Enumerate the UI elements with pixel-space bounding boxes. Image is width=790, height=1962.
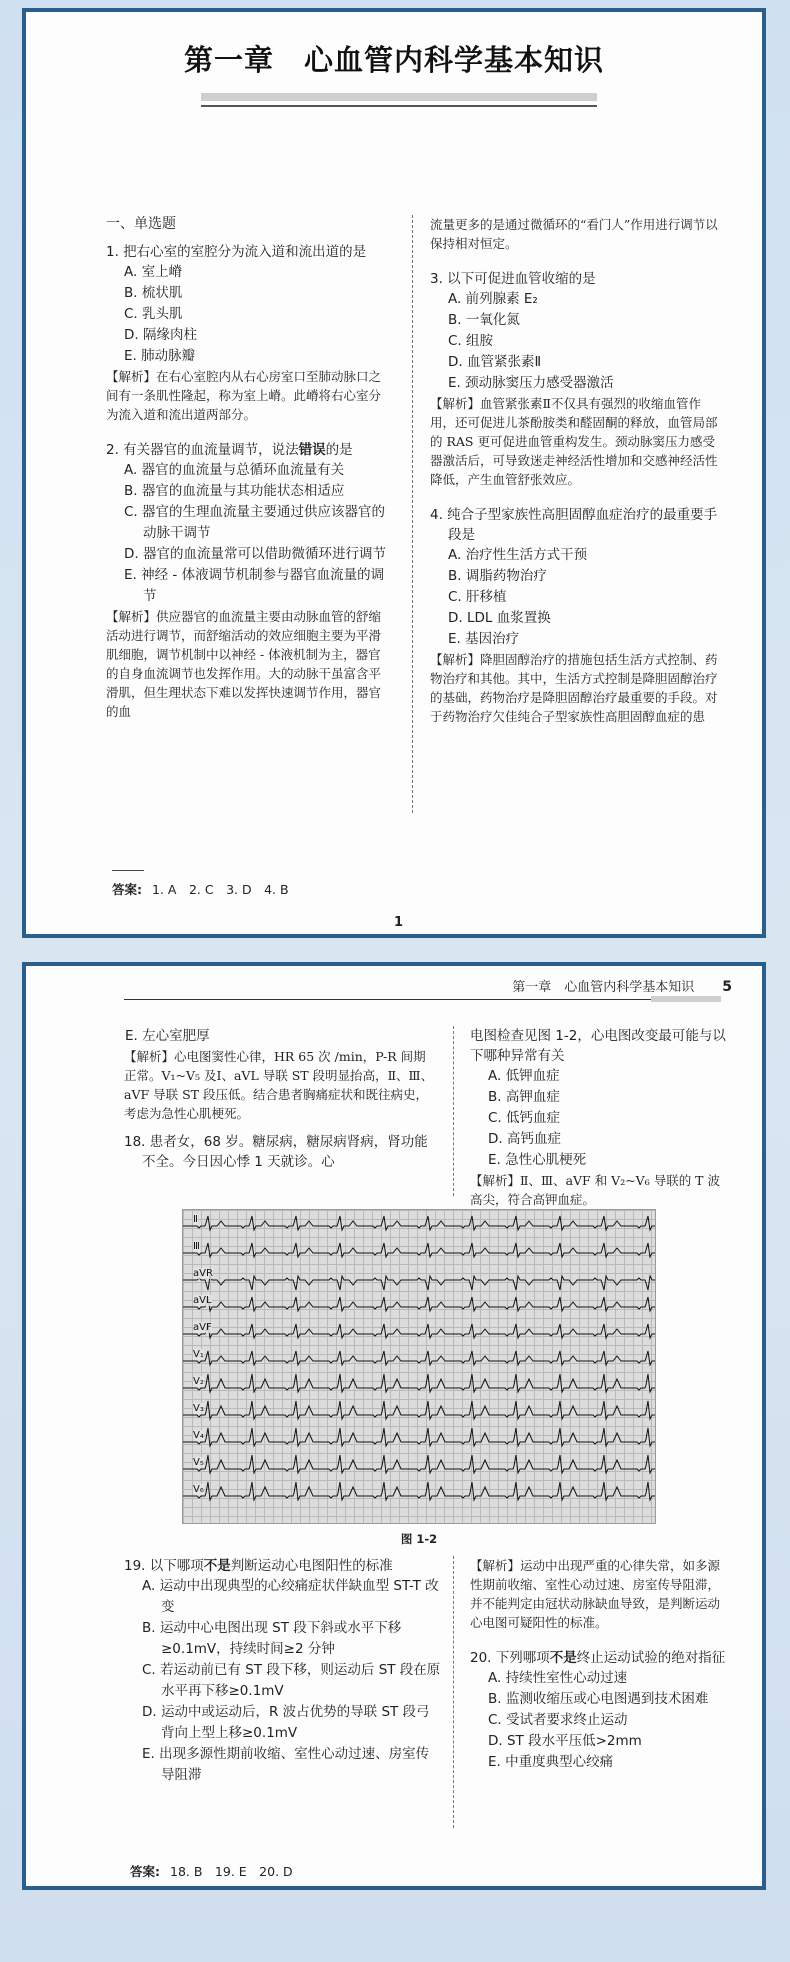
q3-option-e: E. 颈动脉窦压力感受器激活 — [448, 375, 614, 391]
q19-option-d: D. 运动中或运动后，R 波占优势的导联 ST 段弓背向上型上移≥0.1mV — [142, 1704, 430, 1741]
ecg-trace — [183, 1482, 655, 1500]
ecg-figure — [182, 1209, 656, 1524]
bottom-left-column — [124, 1556, 442, 1786]
ecg-lead-label: V₂ — [193, 1376, 204, 1387]
q17-option-e: E. 左心室肥厚 — [125, 1028, 210, 1044]
running-header — [512, 976, 732, 995]
ecg-trace — [183, 1374, 655, 1392]
bottom-right-column — [470, 1556, 732, 1773]
q20-option-d: D. ST 段水平压低>2mm — [488, 1733, 642, 1749]
ecg-trace — [183, 1324, 655, 1338]
answers-label: 答案: — [130, 1864, 160, 1879]
q18-option-b: B. 高钾血症 — [488, 1089, 560, 1105]
title-rule-thick — [201, 93, 597, 101]
q1-option-e: E. 肺动脉瓣 — [124, 348, 196, 364]
ecg-trace — [183, 1455, 655, 1473]
q4-analysis: 【解析】降胆固醇治疗的措施包括生活方式控制、药物治疗和其他。其中，生活方式控制是降胆固醇治疗的基础，药物治疗是降胆固醇治疗最重要的手段。对于药物治疗欠佳纯合子型家族性高胆固醇血症的患 — [430, 652, 718, 724]
q4-option-e: E. 基因治疗 — [448, 631, 520, 647]
q1-analysis: 【解析】在右心室腔内从右心房室口至肺动脉口之间有一条肌性隆起，称为室上嵴。此嵴将右心室分为流入道和流出道两部分。 — [106, 369, 382, 422]
top-right-column — [470, 1026, 732, 1209]
ecg-trace — [183, 1428, 655, 1446]
q4-option-c: C. 肝移植 — [448, 589, 507, 605]
ecg-lead-label: V₁ — [193, 1349, 204, 1360]
q2-analysis-continued: 流量更多的是通过微循环的“看门人”作用进行调节以保持相对恒定。 — [430, 217, 718, 251]
ecg-trace — [183, 1243, 655, 1257]
q2-option-b: B. 器官的血流量与其功能状态相适应 — [124, 483, 345, 499]
q3-option-d: D. 血管紧张素Ⅱ — [448, 354, 542, 370]
column-divider — [412, 215, 413, 813]
title-rule-thin — [201, 105, 597, 107]
ecg-lead-label: V₆ — [193, 1484, 204, 1495]
q1-option-b: B. 梳状肌 — [124, 285, 183, 301]
ecg-lead-label: aVR — [193, 1268, 213, 1279]
q2-analysis: 【解析】供应器官的血流量主要由动脉血管的舒缩活动进行调节，而舒缩活动的效应细胞主要为平滑肌细胞，调节机制中以神经 - 体液机制为主，器官的自身血流调节也发挥作用。大的动脉干虽富含平滑肌，但生理状态下难以发挥快速调节作用，器官的血 — [106, 609, 382, 719]
question-18-stem: 18. 患者女，68 岁。糖尿病，糖尿病肾病，肾功能不全。今日因心悸 1 天就诊。心 — [124, 1134, 428, 1170]
question-18-stem-continued: 电图检查见图 1-2，心电图改变最可能与以下哪种异常有关 — [470, 1028, 726, 1064]
answers-line — [112, 880, 289, 898]
ecg-trace — [183, 1297, 655, 1311]
q20-option-b: B. 监测收缩压或心电图遇到技术困难 — [488, 1691, 709, 1707]
q20-option-e: E. 中重度典型心绞痛 — [488, 1754, 614, 1770]
q4-option-d: D. LDL 血浆置换 — [448, 610, 551, 626]
ecg-lead-label: V₃ — [193, 1403, 204, 1414]
q18-option-a: A. 低钾血症 — [488, 1068, 560, 1084]
q18-option-d: D. 高钙血症 — [488, 1131, 561, 1147]
q20-option-c: C. 受试者要求终止运动 — [488, 1712, 628, 1728]
question-20-stem: 20. 下列哪项不是终止运动试验的绝对指征 — [470, 1650, 726, 1666]
q18-analysis: 【解析】Ⅱ、Ⅲ、aVF 和 V₂~V₆ 导联的 T 波高尖，符合高钾血症。 — [470, 1173, 720, 1207]
q18-option-c: C. 低钙血症 — [488, 1110, 561, 1126]
ecg-lead-label: V₄ — [193, 1430, 204, 1441]
q2-option-a: A. 器官的血流量与总循环血流量有关 — [124, 462, 345, 478]
answers-line — [130, 1862, 293, 1880]
ecg-lead-label: Ⅲ — [193, 1241, 200, 1252]
q1-option-d: D. 隔缘肉柱 — [124, 327, 197, 343]
answers-rule — [112, 870, 144, 871]
q3-option-a: A. 前列腺素 E₂ — [448, 291, 538, 307]
question-3-stem: 3. 以下可促进血管收缩的是 — [430, 271, 596, 287]
ecg-traces — [183, 1210, 655, 1523]
running-header-page-number: 5 — [722, 979, 732, 995]
answers-values: 1. A 2. C 3. D 4. B — [152, 882, 289, 897]
ecg-trace — [183, 1351, 655, 1365]
figure-caption: 图 1-2 — [400, 1532, 438, 1546]
ecg-trace — [183, 1216, 655, 1230]
q2-option-e: E. 神经 - 体液调节机制参与器官血流量的调节 — [124, 567, 385, 604]
chapter-title: 第一章 心血管内科学基本知识 — [183, 43, 604, 77]
running-header-title: 第一章 心血管内科学基本知识 — [512, 980, 695, 995]
bottom-column-divider — [453, 1556, 454, 1828]
book-page-1 — [22, 8, 766, 938]
q4-option-b: B. 调脂药物治疗 — [448, 568, 547, 584]
q3-option-b: B. 一氧化氮 — [448, 312, 520, 328]
ecg-lead-label: V₅ — [193, 1457, 204, 1468]
q20-option-a: A. 持续性室性心动过速 — [488, 1670, 628, 1686]
ecg-lead-label: aVL — [193, 1295, 212, 1306]
q1-option-a: A. 室上嵴 — [124, 264, 183, 280]
question-1-stem: 1. 把右心室的室腔分为流入道和流出道的是 — [106, 244, 367, 260]
header-bar — [651, 996, 721, 1002]
top-column-divider — [453, 1026, 454, 1196]
book-page-5 — [22, 962, 766, 1890]
q2-option-c: C. 器官的生理血流量主要通过供应该器官的动脉干调节 — [124, 504, 386, 541]
page-number: 1 — [394, 915, 404, 930]
q19-option-a: A. 运动中出现典型的心绞痛症状伴缺血型 ST-T 改变 — [142, 1578, 439, 1615]
question-4-stem: 4. 纯合子型家族性高胆固醇血症治疗的最重要手段是 — [430, 507, 718, 543]
question-19-stem: 19. 以下哪项不是判断运动心电图阳性的标准 — [124, 1558, 393, 1574]
right-column — [430, 215, 722, 726]
q19-option-b: B. 运动中心电图出现 ST 段下斜或水平下移≥0.1mV，持续时间≥2 分钟 — [142, 1620, 402, 1657]
q1-option-c: C. 乳头肌 — [124, 306, 183, 322]
q19-option-e: E. 出现多源性期前收缩、室性心动过速、房室传导阻滞 — [142, 1746, 430, 1783]
q3-option-c: C. 组胺 — [448, 333, 494, 349]
q3-analysis: 【解析】血管紧张素Ⅱ不仅具有强烈的收缩血管作用，还可促进儿茶酚胺类和醛固酮的释放，血管局部的 RAS 更可促进血管重构发生。颈动脉窦压力感受器激活后，可导致迷走神经活性增加和交感神经活性降低，产生血管舒张效应。 — [430, 396, 718, 487]
ecg-trace — [183, 1401, 655, 1419]
q19-analysis: 【解析】运动中出现严重的心律失常，如多源性期前收缩、室性心动过速、房室传导阻滞，并不能判定由冠状动脉缺血导致，是判断运动心电图可疑阳性的标准。 — [470, 1558, 721, 1630]
top-left-column — [124, 1026, 434, 1172]
ecg-trace — [183, 1276, 655, 1290]
q18-option-e: E. 急性心肌梗死 — [488, 1152, 587, 1168]
ecg-lead-label: Ⅱ — [193, 1214, 198, 1225]
ecg-lead-label: aVF — [193, 1322, 212, 1333]
section-heading: 一、单选题 — [106, 216, 176, 232]
q17-analysis: 【解析】心电图窦性心律，HR 65 次 /min，P-R 间期正常。V₁~V₅ 及Ⅰ、aVL 导联 ST 段明显抬高，Ⅱ、Ⅲ、aVF 导联 ST 段压低。结合患者胸痛症状和既往病史，考虑为急性心肌梗死。 — [124, 1049, 434, 1121]
question-2-stem: 2. 有关器官的血流量调节，说法错误的是 — [106, 442, 353, 458]
answers-values: 18. B 19. E 20. D — [170, 1864, 293, 1879]
header-rule — [124, 999, 684, 1000]
left-column — [106, 215, 392, 721]
q4-option-a: A. 治疗性生活方式干预 — [448, 547, 588, 563]
q2-option-d: D. 器官的血流量常可以借助微循环进行调节 — [124, 546, 386, 562]
q19-option-c: C. 若运动前已有 ST 段下移，则运动后 ST 段在原水平再下移≥0.1mV — [142, 1662, 441, 1699]
answers-label: 答案: — [112, 882, 142, 897]
